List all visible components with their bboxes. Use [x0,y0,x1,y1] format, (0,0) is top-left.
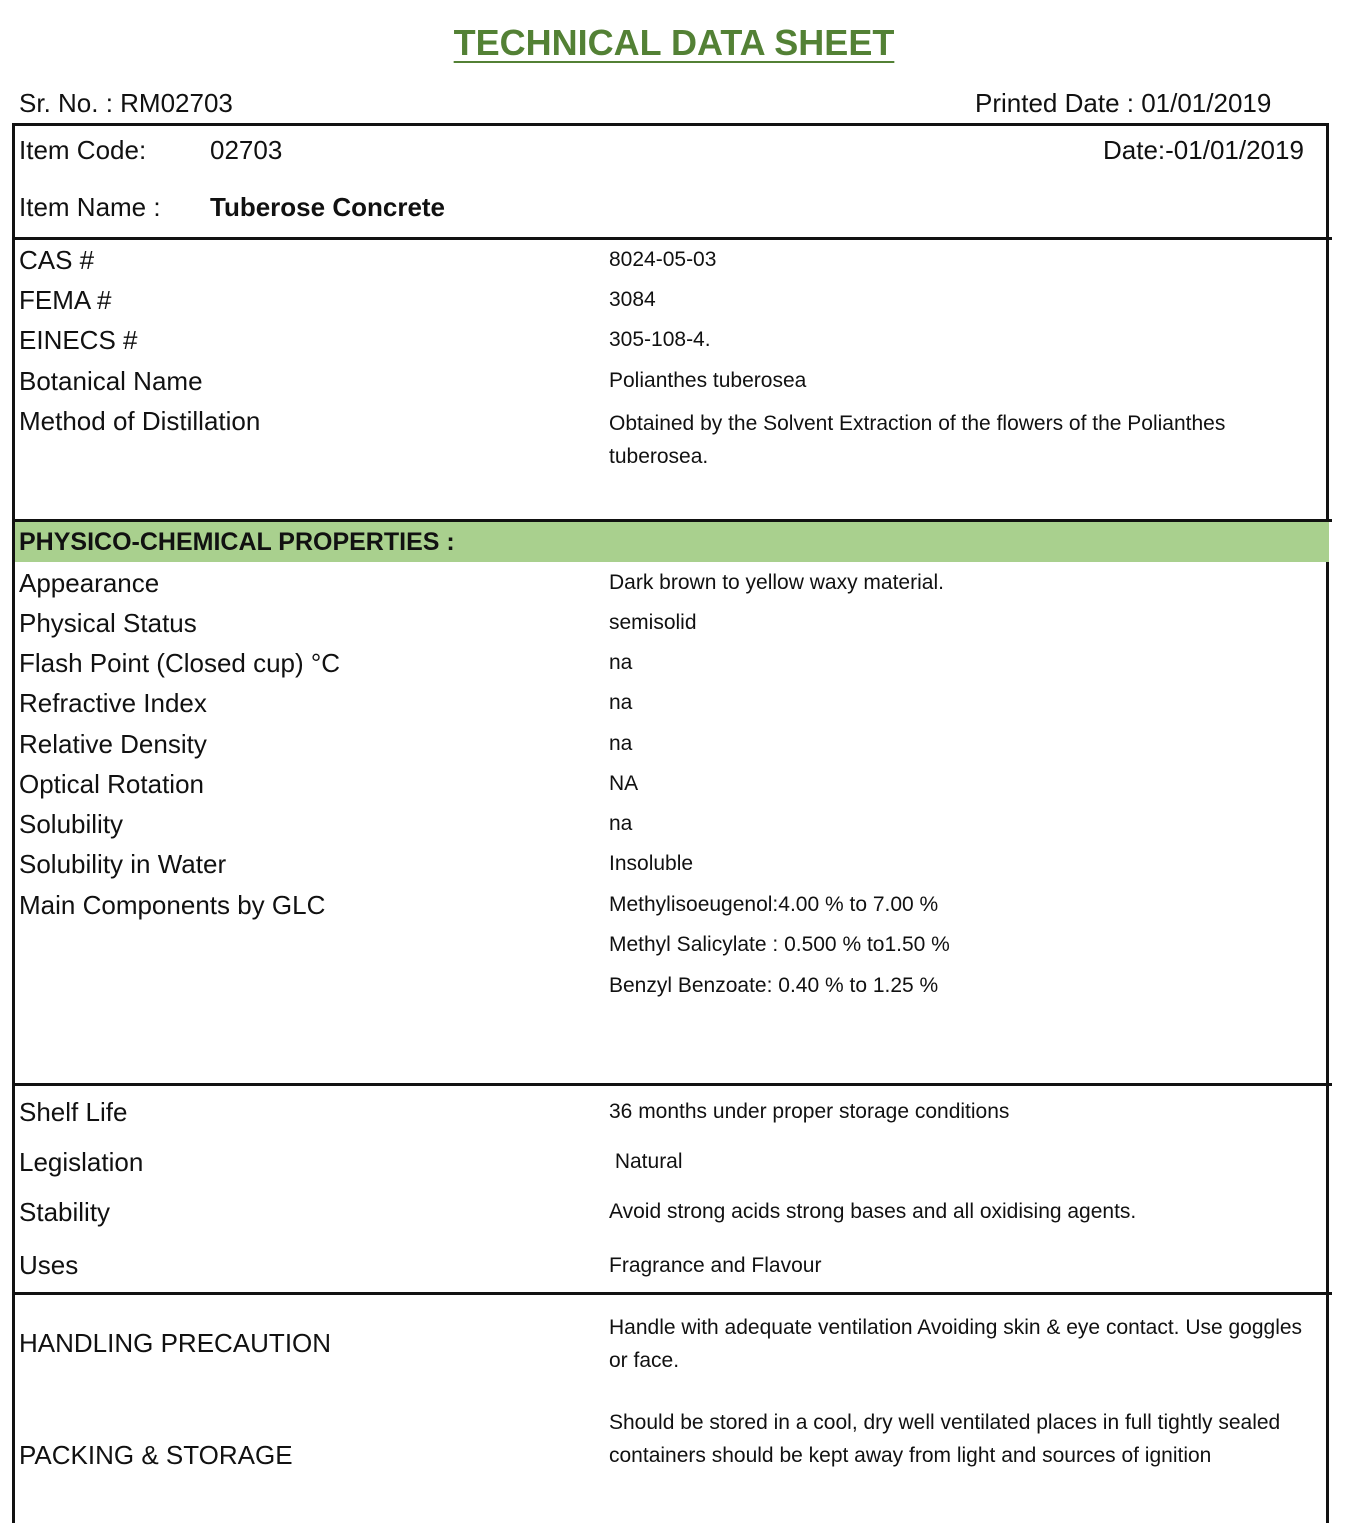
general-value-legislation: Natural [609,1150,683,1173]
item-date: Date:-01/01/2019 [1103,135,1304,165]
divider [12,237,1332,240]
property-value: Dark brown to yellow waxy material. [609,571,944,594]
property-label: Optical Rotation [19,769,204,799]
property-label: Relative Density [19,729,207,759]
packing-value: Should be stored in a cool, dry well ventilated places in full tightly sealed containers should be kept away from light and sources of ignition [609,1411,1281,1467]
property-label: Main Components by GLC [19,890,326,920]
general-value-shelf-life: 36 months under proper storage conditions [609,1100,1010,1123]
property-value: na [609,691,633,714]
glc-component: Methyl Salicylate : 0.500 % to1.50 % [609,933,950,956]
document-title: TECHNICAL DATA SHEET [453,22,895,63]
general-label-shelf-life: Shelf Life [19,1097,128,1127]
property-value: NA [609,772,639,795]
identifier-value-method: Obtained by the Solvent Extraction of the flowers of the Polianthes tuberosea. [609,412,1226,468]
serial-number: Sr. No. : RM02703 [19,88,233,118]
general-value-uses: Fragrance and Flavour [609,1254,822,1277]
property-label: Physical Status [19,608,197,638]
handling-label: HANDLING PRECAUTION [19,1328,332,1358]
handling-value: Handle with adequate ventilation Avoiding skin & eye contact. Use goggles or face. [609,1316,1303,1372]
identifier-label-method: Method of Distillation [19,406,261,436]
identifier-label-einecs: EINECS # [19,325,138,355]
property-label: Refractive Index [19,688,207,718]
section-heading-physico: PHYSICO-CHEMICAL PROPERTIES : [19,528,455,556]
general-label-legislation: Legislation [19,1147,144,1177]
identifier-value-einecs: 305-108-4. [609,328,711,351]
property-value: semisolid [609,611,697,634]
identifier-value-fema: 3084 [609,288,656,311]
general-value-stability: Avoid strong acids strong bases and all oxidising agents. [609,1200,1137,1223]
glc-component: Benzyl Benzoate: 0.40 % to 1.25 % [609,974,939,997]
item-name-value: Tuberose Concrete [210,192,446,222]
property-value: na [609,812,633,835]
item-code-value: 02703 [210,135,283,165]
divider [12,1083,1332,1086]
printed-date: Printed Date : 01/01/2019 [975,88,1272,118]
property-label: Appearance [19,568,160,598]
property-label: Solubility [19,809,124,839]
property-label: Flash Point (Closed cup) °C [19,648,341,678]
identifier-label-cas: CAS # [19,245,95,275]
item-name-label: Item Name : [19,192,161,222]
packing-label: PACKING & STORAGE [19,1440,293,1470]
identifier-label-fema: FEMA # [19,285,112,315]
property-value: na [609,651,633,674]
identifier-label-botanical: Botanical Name [19,366,203,396]
property-label: Solubility in Water [19,849,227,879]
divider [12,1292,1332,1295]
identifier-value-cas: 8024-05-03 [609,248,717,271]
item-code-label: Item Code: [19,135,147,165]
property-value: na [609,732,633,755]
identifier-value-botanical: Polianthes tuberosea [609,369,807,392]
property-value: Methylisoeugenol:4.00 % to 7.00 % [609,893,939,916]
general-label-stability: Stability [19,1197,111,1227]
property-value: Insoluble [609,852,694,875]
general-label-uses: Uses [19,1250,79,1280]
